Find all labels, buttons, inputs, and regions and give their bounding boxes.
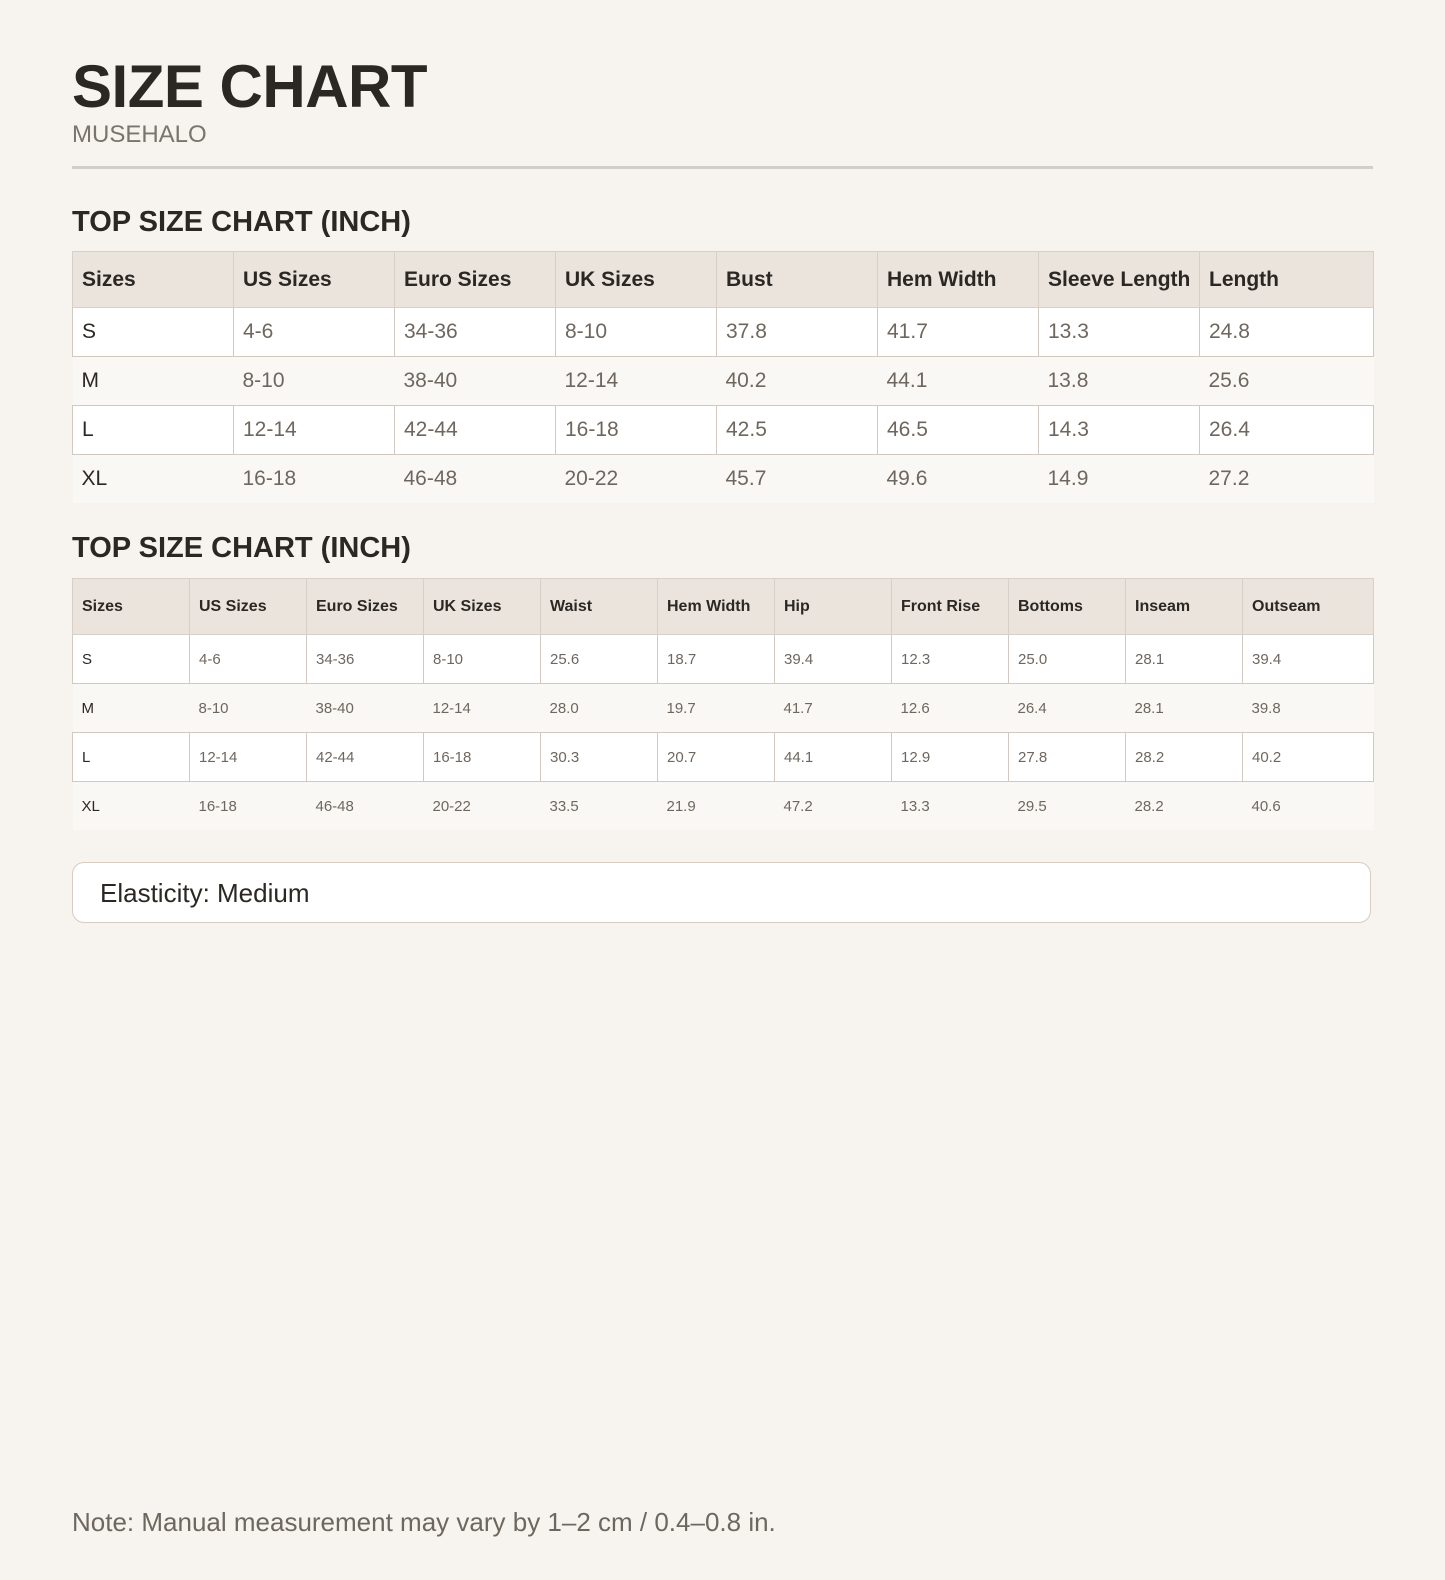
measurement-cell: 14.9: [1039, 455, 1200, 504]
measurement-cell: 25.6: [1200, 357, 1374, 406]
column-header: Waist: [541, 579, 658, 635]
measurement-cell: 46-48: [307, 782, 424, 831]
measurement-cell: 19.7: [658, 684, 775, 733]
column-header: Euro Sizes: [395, 252, 556, 308]
measurement-cell: 16-18: [190, 782, 307, 831]
column-header: UK Sizes: [424, 579, 541, 635]
measurement-cell: 21.9: [658, 782, 775, 831]
measurement-cell: 12-14: [424, 684, 541, 733]
measurement-cell: 47.2: [775, 782, 892, 831]
measurement-cell: 20-22: [424, 782, 541, 831]
column-header: Hip: [775, 579, 892, 635]
column-header: Bottoms: [1009, 579, 1126, 635]
column-header: Euro Sizes: [307, 579, 424, 635]
measurement-note: Note: Manual measurement may vary by 1–2 cm / 0.4–0.8 in.: [72, 1507, 776, 1537]
column-header: Sizes: [73, 252, 234, 308]
measurement-cell: 8-10: [234, 357, 395, 406]
measurement-cell: 28.2: [1126, 733, 1243, 782]
measurement-cell: 16-18: [556, 406, 717, 455]
measurement-cell: 38-40: [395, 357, 556, 406]
measurement-cell: 33.5: [541, 782, 658, 831]
table-row: [73, 782, 1374, 831]
measurement-cell: 46-48: [395, 455, 556, 504]
table-row: [73, 684, 1374, 733]
measurement-cell: 12.3: [892, 635, 1009, 684]
column-header: US Sizes: [190, 579, 307, 635]
column-header: Outseam: [1243, 579, 1374, 635]
measurement-cell: 41.7: [775, 684, 892, 733]
measurement-cell: 28.1: [1126, 635, 1243, 684]
measurement-cell: 34-36: [395, 308, 556, 357]
measurement-cell: 44.1: [775, 733, 892, 782]
column-header: Bust: [717, 252, 878, 308]
measurement-cell: 26.4: [1200, 406, 1374, 455]
measurement-cell: 45.7: [717, 455, 878, 504]
measurement-cell: 16-18: [424, 733, 541, 782]
measurement-cell: 38-40: [307, 684, 424, 733]
measurement-cell: 8-10: [190, 684, 307, 733]
measurement-cell: 37.8: [717, 308, 878, 357]
measurement-cell: 28.1: [1126, 684, 1243, 733]
measurement-cell: 40.2: [717, 357, 878, 406]
table-header-row: [73, 252, 1374, 308]
measurement-cell: 25.0: [1009, 635, 1126, 684]
measurement-cell: 20-22: [556, 455, 717, 504]
measurement-cell: 12-14: [190, 733, 307, 782]
measurement-cell: 20.7: [658, 733, 775, 782]
bottom-size-table: [72, 578, 1374, 830]
column-header: Hem Width: [658, 579, 775, 635]
table-row: [73, 406, 1374, 455]
measurement-cell: 16-18: [234, 455, 395, 504]
size-label-cell: S: [73, 308, 234, 357]
measurement-cell: 42.5: [717, 406, 878, 455]
measurement-cell: 30.3: [541, 733, 658, 782]
measurement-cell: 12-14: [234, 406, 395, 455]
column-header: Hem Width: [878, 252, 1039, 308]
measurement-cell: 41.7: [878, 308, 1039, 357]
size-label-cell: XL: [73, 782, 190, 831]
table-row: [73, 635, 1374, 684]
bottom-size-chart-heading: TOP SIZE CHART (INCH): [72, 532, 411, 564]
measurement-cell: 44.1: [878, 357, 1039, 406]
measurement-cell: 42-44: [307, 733, 424, 782]
top-size-table: [72, 251, 1374, 503]
measurement-cell: 29.5: [1009, 782, 1126, 831]
measurement-cell: 24.8: [1200, 308, 1374, 357]
column-header: Front Rise: [892, 579, 1009, 635]
measurement-cell: 28.0: [541, 684, 658, 733]
measurement-cell: 4-6: [190, 635, 307, 684]
table-header-row: [73, 579, 1374, 635]
measurement-cell: 40.6: [1243, 782, 1374, 831]
size-label-cell: L: [73, 406, 234, 455]
column-header: Inseam: [1126, 579, 1243, 635]
measurement-cell: 39.4: [1243, 635, 1374, 684]
column-header: US Sizes: [234, 252, 395, 308]
measurement-cell: 13.3: [1039, 308, 1200, 357]
column-header: UK Sizes: [556, 252, 717, 308]
measurement-cell: 14.3: [1039, 406, 1200, 455]
measurement-cell: 12.9: [892, 733, 1009, 782]
size-label-cell: XL: [73, 455, 234, 504]
measurement-cell: 13.8: [1039, 357, 1200, 406]
brand-name: MUSEHALO: [72, 121, 207, 148]
size-label-cell: L: [73, 733, 190, 782]
table-row: [73, 733, 1374, 782]
size-label-cell: M: [73, 357, 234, 406]
measurement-cell: 4-6: [234, 308, 395, 357]
table-row: [73, 357, 1374, 406]
column-header: Sleeve Length: [1039, 252, 1200, 308]
page-title: SIZE CHART: [72, 53, 427, 120]
measurement-cell: 8-10: [556, 308, 717, 357]
measurement-cell: 27.2: [1200, 455, 1374, 504]
measurement-cell: 49.6: [878, 455, 1039, 504]
size-chart-page: [72, 0, 1373, 1580]
measurement-cell: 27.8: [1009, 733, 1126, 782]
measurement-cell: 28.2: [1126, 782, 1243, 831]
measurement-cell: 13.3: [892, 782, 1009, 831]
measurement-cell: 18.7: [658, 635, 775, 684]
size-label-cell: M: [73, 684, 190, 733]
measurement-cell: 8-10: [424, 635, 541, 684]
measurement-cell: 40.2: [1243, 733, 1374, 782]
measurement-cell: 39.4: [775, 635, 892, 684]
header-divider: [72, 166, 1373, 169]
measurement-cell: 25.6: [541, 635, 658, 684]
measurement-cell: 26.4: [1009, 684, 1126, 733]
measurement-cell: 34-36: [307, 635, 424, 684]
elasticity-info: Elasticity: Medium: [72, 862, 1371, 923]
column-header: Length: [1200, 252, 1374, 308]
measurement-cell: 46.5: [878, 406, 1039, 455]
table-row: [73, 308, 1374, 357]
table-row: [73, 455, 1374, 504]
measurement-cell: 42-44: [395, 406, 556, 455]
measurement-cell: 12-14: [556, 357, 717, 406]
column-header: Sizes: [73, 579, 190, 635]
measurement-cell: 12.6: [892, 684, 1009, 733]
size-label-cell: S: [73, 635, 190, 684]
top-size-chart-heading: TOP SIZE CHART (INCH): [72, 206, 411, 238]
measurement-cell: 39.8: [1243, 684, 1374, 733]
